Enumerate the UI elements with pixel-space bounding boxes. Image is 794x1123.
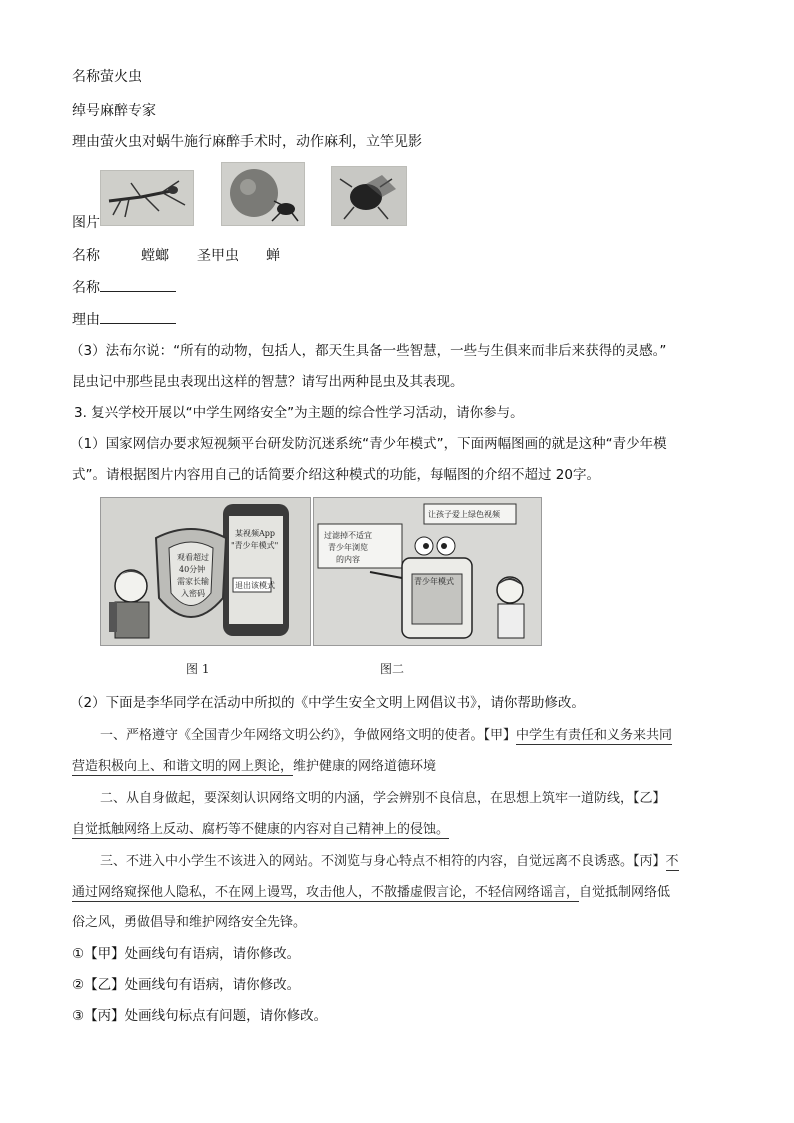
speech-bubble-2: 让孩子爱上绿色视频	[428, 510, 500, 519]
shield-text-4: 入密码	[181, 589, 205, 598]
names-label: 名称	[72, 248, 100, 264]
cicada-image	[331, 166, 407, 226]
article-2-line-1: 二、从自身做起，要深刻认识网络文明的内涵，学会辨别不良信息，在思想上筑牢一道防线，【乙】	[100, 791, 666, 806]
article-3-underlined-1: 不	[665, 854, 679, 869]
speech-bubble-1-line-1: 过滤掉不适宜	[324, 531, 372, 540]
shield-text-3: 需家长输	[177, 577, 209, 586]
part-2-intro: （2）下面是李华同学在活动中所拟的《中学生安全文明上网倡议书》，请你帮助修改。	[70, 695, 585, 711]
phone-mode-text: 青少年模式	[414, 577, 454, 586]
scarab-image	[221, 162, 305, 226]
shield-text-2: 40分钟	[179, 565, 206, 574]
article-1-underlined-2: 营造积极向上、和谐文明的网上舆论，	[72, 759, 294, 774]
phone-text-2: "青少年模式"	[231, 541, 279, 550]
exit-mode-text: 退出该模式	[235, 581, 275, 590]
subquestion-1: ①【甲】处画线句有语病，请你修改。	[72, 946, 301, 962]
article-1-suffix: 维护健康的网络道德环境	[293, 759, 437, 774]
reason-blank-underline	[100, 309, 176, 324]
mantis-image	[100, 170, 194, 226]
article-3-line-3: 俗之风，勇做倡导和维护网络安全先锋。	[72, 915, 307, 930]
shield-text-1: 观看超过	[177, 553, 209, 562]
phone-text-1: 某视频App	[235, 529, 276, 538]
subquestion-2: ②【乙】处画线句有语病，请你修改。	[72, 977, 301, 993]
article-3-suffix: 自觉抵制网络低	[579, 885, 671, 900]
article-1-underlined-1: 中学生有责任和义务来共同	[516, 728, 673, 743]
article-2-line-2	[72, 818, 449, 837]
article-1-prefix: 一、严格遵守《全国青少年网络文明公约》，争做网络文明的使者。【甲】	[100, 728, 517, 743]
article-3-line-2	[72, 881, 670, 900]
name-blank-row	[72, 277, 176, 297]
insect-name-cicada: 蝉	[266, 248, 280, 264]
subquestion-3: ③【丙】处画线句标点有问题，请你修改。	[72, 1008, 328, 1024]
nickname-line: 绰号麻醉专家	[72, 103, 156, 119]
question-3-line-1: （3）法布尔说：“所有的动物，包括人，都天生具备一些智慧，一些与生俱来而非后来获得的灵感。”	[70, 343, 667, 359]
speech-bubble-1-line-2: 青少年浏览	[328, 543, 368, 552]
article-3-line-1	[100, 850, 679, 869]
article-3-prefix: 三、不进入中小学生不该进入的网站。不浏览与身心特点不相符的内容，自觉远离不良诱惑。【丙】	[100, 854, 666, 869]
name-blank-underline	[100, 277, 176, 292]
caption-figure-2: 图二	[380, 662, 405, 676]
cartoon-figure-2	[313, 497, 542, 646]
caption-figure-1: 图 1	[186, 662, 210, 676]
article-1-line-2	[72, 755, 436, 774]
name-line: 名称萤火虫	[72, 69, 142, 85]
article-1-line-1	[100, 724, 672, 743]
cartoon-figure-1	[100, 497, 311, 646]
question-3-line-2: 昆虫记中那些昆虫表现出这样的智慧？请写出两种昆虫及其表现。	[72, 374, 464, 390]
reason-line: 理由萤火虫对蜗牛施行麻醉手术时，动作麻利，立竿见影	[72, 134, 422, 150]
picture-label: 图片	[72, 215, 100, 231]
part-1-line-2: 式”。请根据图片内容用自己的话简要介绍这种模式的功能，每幅图的介绍不超过 20字。	[72, 467, 600, 483]
section-3-heading: 3. 复兴学校开展以“中学生网络安全”为主题的综合性学习活动，请你参与。	[74, 405, 524, 421]
article-2-underlined: 自觉抵触网络上反动、腐朽等不健康的内容对自己精神上的侵蚀。	[72, 822, 450, 837]
part-1-line-1: （1）国家网信办要求短视频平台研发防沉迷系统“青少年模式”，下面两幅图画的就是这种“青少年模	[70, 436, 667, 452]
article-3-underlined-2: 通过网络窥探他人隐私，不在网上谩骂，攻击他人，不散播虚假言论，不轻信网络谣言，	[72, 885, 580, 900]
name-blank-label: 名称	[72, 280, 100, 296]
insect-name-scarab: 圣甲虫	[197, 248, 239, 264]
reason-blank-label: 理由	[72, 312, 100, 328]
speech-bubble-1-line-3: 的内容	[336, 555, 360, 564]
insect-name-mantis: 螳螂	[141, 248, 169, 264]
reason-blank-row	[72, 309, 176, 329]
